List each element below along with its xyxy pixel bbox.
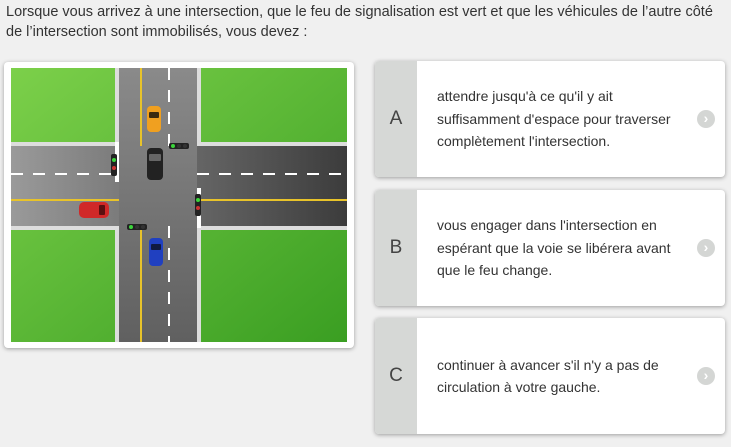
orange-car — [147, 106, 161, 132]
answer-text: vous engager dans l'intersection en espérant que la voie se libérera avant que le feu change. — [437, 217, 671, 279]
answer-letter: C — [375, 318, 417, 434]
traffic-light-left — [111, 154, 117, 176]
traffic-light-right — [195, 194, 201, 216]
black-car — [147, 148, 163, 180]
answer-text: attendre jusqu'à ce qu'il y ait suffisamment d'espace pour traverser complètement l'intersection. — [437, 88, 671, 150]
chevron-right-icon: › — [697, 239, 715, 257]
chevron-right-icon: › — [697, 110, 715, 128]
traffic-light-top — [169, 143, 189, 149]
red-car — [79, 202, 109, 218]
answer-letter: A — [375, 61, 417, 177]
answer-option-c[interactable] — [375, 318, 725, 434]
chevron-right-icon: › — [697, 367, 715, 385]
intersection-image — [11, 68, 347, 342]
answer-text: continuer à avancer s'il n'y a pas de circulation à votre gauche. — [437, 356, 659, 395]
answer-option-b[interactable] — [375, 190, 725, 306]
traffic-light-bottom — [127, 224, 147, 230]
answer-option-a[interactable] — [375, 61, 725, 177]
blue-car — [149, 238, 163, 266]
answer-letter: B — [375, 190, 417, 306]
intersection-illustration — [4, 62, 354, 348]
question-text: Lorsque vous arrivez à une intersection, que le feu de signalisation est vert et que les véhicules de l’autre côté de l’intersection sont immobilisés, vous devez : — [6, 4, 713, 40]
